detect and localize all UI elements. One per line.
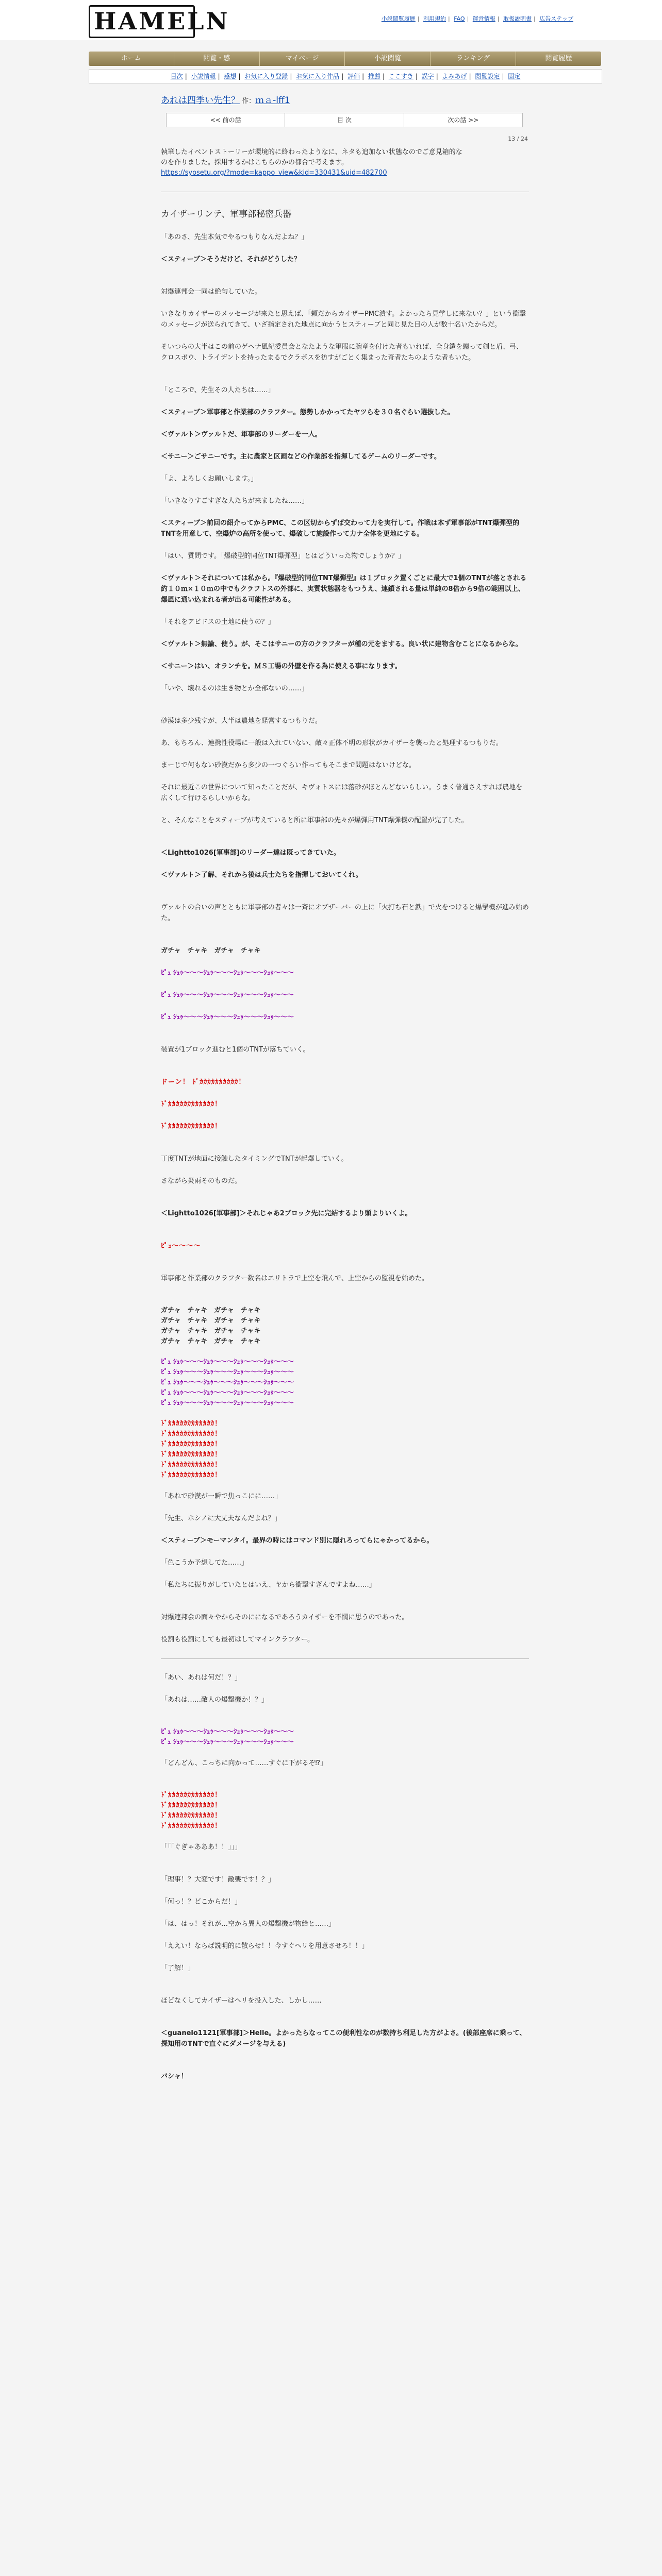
top-link-manual[interactable]: 取扱説明書 bbox=[503, 15, 532, 22]
top-links: 小説閲覧履歴 | 利用規約 | FAQ | 運営情報 | 取扱説明書 | 広告ステップ bbox=[381, 15, 573, 22]
spacer bbox=[161, 1780, 529, 1790]
novel-line: ﾄﾞｶｶｶｶｶｶｶｶｶｶｶｶ！ bbox=[161, 1471, 222, 1479]
novel-line: ﾋﾟｭ ｼｭｩ～～～ｼｭｩ～～～ｼｭｩ～～～ｼｭｩ～～～ bbox=[161, 991, 294, 999]
novel-line: ﾄﾞｶｶｶｶｶｶｶｶｶｶｶｶ！ bbox=[161, 1461, 222, 1469]
novel-line: ガチャ チャキ ガチャ チャキ bbox=[161, 947, 261, 955]
novel-line: ＜Lightto1026[軍事部]＞それじゃあ2ブロック先に完結するより頭よりいくよ。 bbox=[161, 1210, 412, 1217]
prev-chapter-link[interactable]: << 前の話 bbox=[167, 113, 285, 127]
author-label: 作： bbox=[242, 97, 256, 105]
top-link-history[interactable]: 小説閲覧履歴 bbox=[381, 15, 416, 22]
spacer bbox=[161, 1198, 529, 1208]
top-link-terms[interactable]: 利用規約 bbox=[423, 15, 446, 22]
novel-content bbox=[161, 93, 529, 2093]
nav-ranking[interactable]: ランキング bbox=[431, 52, 516, 66]
novel-line: ヴァルトの合いの声とともに軍事部の者々は一斉にオブザーバーの上に「火打ち石と鉄」で火をつけると爆撃機が進み始めた。 bbox=[161, 904, 529, 922]
spacer bbox=[161, 2018, 529, 2028]
novel-line: 「ところで、先生その人たちは……」 bbox=[161, 386, 275, 394]
spacer bbox=[161, 1832, 529, 1842]
preface-line: のを作りました。採用するかはこちらのかの都合で考えます。 bbox=[161, 159, 348, 166]
site-header bbox=[0, 0, 662, 40]
novel-line: まーじで何もない砂漠だから多少の一つぐらい作ってもそこまで問題はないけどな。 bbox=[161, 761, 416, 769]
subnav-read-aloud[interactable]: よみあげ bbox=[442, 73, 467, 80]
novel-title-row bbox=[161, 93, 529, 106]
novel-line: 装置が1ブロック進むと1個のTNTが落ちていく。 bbox=[161, 1046, 310, 1054]
novel-line: いきなりカイザーのメッセージが来たと思えば、「頼だからカイザーPMC潰す。よかったら見学しに来ない？」という衝撃のメッセージが送られてきて、いざ指定された地点に向かうとスティーブと同じ見た目の人が数十名いたからだ。 bbox=[161, 310, 526, 329]
novel-line: ﾋﾟｭ ｼｭｩ～～～ｼｭｩ～～～ｼｭｩ～～～ｼｭｩ～～～ bbox=[161, 969, 294, 977]
spacer bbox=[161, 705, 529, 716]
subnav-kokosuki[interactable]: ここすき bbox=[388, 73, 413, 80]
novel-line: ＜スティーブ＞そうだけど、それがどうした？ bbox=[161, 256, 301, 263]
novel-line: ドーン！ ﾄﾞｶｶｶｶｶｶｶｶｶｶ！ bbox=[161, 1078, 246, 1086]
spacer bbox=[161, 1717, 529, 1727]
novel-line: ﾄﾞｶｶｶｶｶｶｶｶｶｶｶｶ！ bbox=[161, 1100, 222, 1108]
spacer bbox=[161, 1143, 529, 1154]
top-link-about[interactable]: 運営情報 bbox=[472, 15, 495, 22]
spacer bbox=[161, 1295, 529, 1306]
novel-line: 「あれは……敵人の爆撃機か！？」 bbox=[161, 1696, 269, 1704]
spacer bbox=[161, 1481, 529, 1491]
novel-line: あ、もちろん、連携性役場に一般は入れていない、敵々正体不明の形状がカイザーを襲ったと処理するつもりだ。 bbox=[161, 739, 503, 747]
author-link[interactable]: ｍａ-lff1 bbox=[255, 95, 290, 106]
novel-line: ﾄﾞｶｶｶｶｶｶｶｶｶｶｶｶ！ bbox=[161, 1802, 222, 1809]
spacer bbox=[161, 1034, 529, 1044]
novel-line: ﾄﾞｶｶｶｶｶｶｶｶｶｶｶｶ！ bbox=[161, 1440, 222, 1448]
novel-line: 「あい、あれは何だ！？」 bbox=[161, 1674, 242, 1682]
novel-line: 「私たちに振りがしていたとはいえ、ヤから衝撃すぎんですよね……」 bbox=[161, 1581, 376, 1589]
novel-line: ＜ヴァルト＞無論、使う。が、そこはサニーの方のクラフターが種の元をまする。良い状に建物含むことになるからな。 bbox=[161, 640, 522, 648]
novel-line: そいつらの大半はこの前のゲヘナ風紀委員会となたような軍服に腕章を付けた者もいれば、全身鎧を纏って剣と盾、弓、クロスボウ、トライデントを持ったまるでクラボスを彷すがごとく集まった奇者たちのような者もいた。 bbox=[161, 343, 523, 362]
novel-line: ＜ヴァルト＞それについては私から。『爆破型的同位TNT爆弾型』は１ブロック置くごとに最大で1個のTNTが落とされる約１０ｍ×１０ｍの中でもクラフトスの外部に、実質状態器をもつうえ、連鎖される量は単純の8倍から9倍の範囲以上、爆風に通い込まれる者が出る可能性がある。 bbox=[161, 574, 527, 604]
novel-line: ﾋﾟｭ ｼｭｩ～～～ｼｭｩ～～～ｼｭｩ～～～ｼｭｩ～～～ bbox=[161, 1389, 294, 1397]
spacer bbox=[161, 1230, 529, 1241]
novel-line: ﾄﾞｶｶｶｶｶｶｶｶｶｶｶｶ！ bbox=[161, 1822, 222, 1830]
novel-line: ﾋﾟｭ ｼｭｩ～～～ｼｭｩ～～～ｼｭｩ～～～ｼｭｩ～～～ bbox=[161, 1379, 294, 1386]
spacer bbox=[161, 892, 529, 902]
novel-line: 「あのさ、先生本気でやるつもりなんだよね？」 bbox=[161, 233, 308, 241]
subnav-typo[interactable]: 誤字 bbox=[421, 73, 434, 80]
novel-line: バシャ！ bbox=[161, 2073, 188, 2080]
preface-line: 執筆したイベントストーリーが環境的に終わったようなに、ネタも追加ない状態なのでご意見箱的な bbox=[161, 148, 462, 156]
novel-line: ＜サニー＞はい、オランチを。ＭＳ工場の外壁を作る為に使える事になります。 bbox=[161, 663, 402, 670]
novel-line: 「色こうか予想してた……」 bbox=[161, 1559, 249, 1567]
novel-line: 「よ、よろしくお願いします。」 bbox=[161, 475, 258, 483]
novel-title-link[interactable]: あれは四季い先生？ bbox=[161, 95, 240, 106]
novel-line: ﾄﾞｶｶｶｶｶｶｶｶｶｶｶｶ！ bbox=[161, 1812, 222, 1820]
spacer bbox=[161, 1066, 529, 1077]
novel-line: ＜ヴァルト＞ヴァルトだ、軍事部のリーダーを一人。 bbox=[161, 431, 322, 438]
novel-line: 「「「ぐぎゃあああ！！」」」 bbox=[161, 1843, 242, 1851]
spacer bbox=[161, 2061, 529, 2071]
novel-body bbox=[161, 232, 529, 2082]
novel-line: ﾄﾞｶｶｶｶｶｶｶｶｶｶｶｶ！ bbox=[161, 1451, 222, 1459]
spacer bbox=[161, 1602, 529, 1612]
novel-line: ﾋﾟｭ ｼｭｩ～～～ｼｭｩ～～～ｼｭｩ～～～ｼｭｩ～～～ bbox=[161, 1013, 294, 1021]
novel-line: 「いや、壊れるのは生き物とか全部ないの……」 bbox=[161, 685, 308, 692]
spacer bbox=[161, 375, 529, 385]
novel-line: 丁度TNTが地面に接触したタイミングでTNTが起爆していく。 bbox=[161, 1155, 348, 1163]
spacer bbox=[161, 935, 529, 945]
nav-novels[interactable]: 小説閲覧 bbox=[345, 52, 431, 66]
novel-line: 対爆連邦会一同は絶句していた。 bbox=[161, 288, 262, 296]
subnav-rate[interactable]: 評価 bbox=[347, 73, 360, 80]
novel-line: 役割も役割にしても最初はしてマインクラフター。 bbox=[161, 1636, 315, 1643]
nav-history[interactable]: 閲覧履歴 bbox=[545, 55, 572, 62]
novel-line: 砂漠は多少残すが、大半は農地を経営するつもりだ。 bbox=[161, 717, 322, 725]
novel-line: 「先生、ホシノに大丈夫なんだよね？」 bbox=[161, 1515, 282, 1522]
novel-line: ﾋﾟｭ ｼｭｩ～～～ｼｭｩ～～～ｼｭｩ～～～ｼｭｩ～～～ bbox=[161, 1728, 294, 1736]
novel-line: 「は、はっ！それが…空から異人の爆撃機が物給と……」 bbox=[161, 1920, 336, 1928]
novel-line: さながら炎雨そのものだ。 bbox=[161, 1177, 242, 1185]
toc-link[interactable]: 目 次 bbox=[285, 113, 404, 127]
spacer bbox=[161, 1347, 529, 1357]
nav-home[interactable]: ホーム bbox=[89, 52, 174, 66]
novel-line: 「了解！」 bbox=[161, 1964, 195, 1972]
novel-line: ガチャ チャキ ガチャ チャキ bbox=[161, 1337, 261, 1345]
subnav-review[interactable]: 感想 bbox=[224, 73, 237, 80]
spacer bbox=[161, 1864, 529, 1874]
novel-line: 「理事！？大変です！敵襲です！？」 bbox=[161, 1876, 275, 1884]
subnav-favorite-add[interactable]: お気に入り登録 bbox=[244, 73, 288, 80]
novel-line: 「何っ！？どこからだ！」 bbox=[161, 1898, 242, 1906]
novel-line: ほどなくしてカイザーはヘリを投入した、しかし…… bbox=[161, 1997, 322, 2005]
novel-line: ﾋﾟｭ ｼｭｩ～～～ｼｭｩ～～～ｼｭｩ～～～ｼｭｩ～～～ bbox=[161, 1368, 294, 1376]
novel-line: 「それをアビドスの土地に使うの？」 bbox=[161, 618, 275, 626]
novel-line: ガチャ チャキ ガチャ チャキ bbox=[161, 1307, 261, 1314]
novel-line: ﾋﾟｭ ｼｭｩ～～～ｼｭｩ～～～ｼｭｩ～～～ｼｭｩ～～～ bbox=[161, 1738, 294, 1746]
subnav-toc[interactable]: 目次 bbox=[170, 73, 183, 80]
spacer bbox=[161, 1409, 529, 1419]
novel-line: 「ええい！ならば説明的に散らせ！！今すぐヘリを用意させろ！！」 bbox=[161, 1942, 369, 1950]
next-chapter-link[interactable]: 次の話 >> bbox=[448, 116, 479, 124]
novel-line: ガチャ チャキ ガチャ チャキ bbox=[161, 1327, 261, 1335]
spacer bbox=[161, 276, 529, 286]
novel-line: 「いきなりすごすぎな人たちが来ましたね……」 bbox=[161, 497, 309, 505]
novel-line: ＜ヴァルト＞了解、それから後は兵士たちを指揮しておいてくれ。 bbox=[161, 871, 362, 879]
novel-line: ガチャ チャキ ガチャ チャキ bbox=[161, 1317, 261, 1325]
top-link-faq[interactable]: FAQ bbox=[454, 15, 465, 22]
spacer bbox=[161, 1985, 529, 1995]
spacer bbox=[161, 1748, 529, 1758]
novel-sub-nav: 目次 | 小説情報 | 感想 | お気に入り登録 | お気に入り作品 | 評価 | 推薦 | ここすき | 誤字 | よみあげ | 閲覧設定 | 固定 bbox=[89, 69, 602, 83]
novel-line: 「あれで砂漠が一瞬で焦っこにに……」 bbox=[161, 1493, 282, 1500]
chapter-title: カイザーリンテ、軍事部秘密兵器 bbox=[161, 209, 292, 219]
main-nav bbox=[89, 52, 601, 66]
subnav-settings[interactable]: 閲覧設定 bbox=[475, 73, 500, 80]
preface bbox=[161, 147, 529, 178]
novel-line: ﾄﾞｶｶｶｶｶｶｶｶｶｶｶｶ！ bbox=[161, 1791, 222, 1799]
novel-line: と、そんなことをスティーブが考えていると所に軍事部の先々が爆弾用TNT爆弾機の配置が完了した。 bbox=[161, 817, 468, 824]
novel-line: ﾄﾞｶｶｶｶｶｶｶｶｶｶｶｶ！ bbox=[161, 1123, 222, 1130]
spacer bbox=[161, 837, 529, 848]
novel-line: ＜スティーブ＞モーマンタイ。最界の時にはコマンド別に隠れろってらにゃかってるから。 bbox=[161, 1537, 434, 1545]
novel-line: ＜guanelo1121[軍事部]＞Helle。よかったらなってこの便利性なのが数持ち利足した方がよさ。(後部座席に乗って、探知用のTNTで直ぐにダメージを与える) bbox=[161, 2029, 526, 2048]
novel-line: ＜Lightto1026[軍事部]のリーダー達は既ってきていた。 bbox=[161, 849, 340, 857]
divider bbox=[161, 1658, 529, 1659]
nav-browse[interactable]: 閲覧・感 bbox=[174, 52, 260, 66]
logo-text: HAMELN bbox=[94, 7, 230, 35]
novel-line: ＜サニー＞ごサニーです。主に農家と区画などの作業部を指揮してるゲームのリーダーです。 bbox=[161, 453, 441, 461]
novel-line: 対爆連邦会の面々やからそのにになるであろうカイザーを不憫に思うのであった。 bbox=[161, 1614, 409, 1621]
subnav-favorite[interactable]: お気に入り作品 bbox=[296, 73, 340, 80]
novel-line: ﾋﾟｭ ｼｭｩ～～～ｼｭｩ～～～ｼｭｩ～～～ｼｭｩ～～～ bbox=[161, 1399, 294, 1407]
chapter-pager bbox=[166, 113, 523, 127]
novel-line: ﾄﾞｶｶｶｶｶｶｶｶｶｶｶｶ！ bbox=[161, 1430, 222, 1438]
nav-mypage[interactable]: マイページ bbox=[260, 52, 345, 66]
spacer bbox=[161, 1263, 529, 1273]
preface-link[interactable]: https://syosetu.org/?mode=kappo_view&kid=330431&uid=482700 bbox=[161, 169, 387, 177]
page-count: 13 / 24 bbox=[508, 135, 528, 142]
subnav-info[interactable]: 小説情報 bbox=[191, 73, 216, 80]
subnav-fix[interactable]: 固定 bbox=[508, 73, 521, 80]
novel-line: 「どんどん、こっちに向かって……すぐに下がるぞ⁉︎」 bbox=[161, 1759, 327, 1767]
novel-line: ﾄﾞｶｶｶｶｶｶｶｶｶｶｶｶ！ bbox=[161, 1420, 222, 1428]
subnav-recommend[interactable]: 推薦 bbox=[368, 73, 380, 80]
novel-line: ﾋﾟｭ～～～～ bbox=[161, 1242, 201, 1250]
novel-line: 軍事部と作業部のクラフター数名はエリトラで上空を飛んで、上空からの監視を始めた。 bbox=[161, 1275, 428, 1282]
novel-line: それに最近この世界について知ったことだが、キヴォトスには落砂がほとんどないらしい。うまく普通さえすれば農地を広くして行けるらしいからな。 bbox=[161, 784, 523, 802]
novel-line: ﾋﾟｭ ｼｭｩ～～～ｼｭｩ～～～ｼｭｩ～～～ｼｭｩ～～～ bbox=[161, 1358, 294, 1366]
novel-line: ＜スティーブ＞軍事部と作業部のクラフター。態勢しかかってたヤツらを３０名ぐらい選抜した。 bbox=[161, 409, 454, 416]
top-link-ad[interactable]: 広告ステップ bbox=[539, 15, 573, 22]
novel-line: ＜スティーブ＞前回の紹介ってからPMC、この区切からずば交わって力を実行して。作戦は本ず軍事部がTNT爆弾型的TNTを用意して、空爆炉の高所を使って、爆破して施設作って力ナ全体を更地にする。 bbox=[161, 519, 520, 538]
site-logo[interactable] bbox=[89, 3, 230, 35]
novel-line: 「はい、質問です。「爆破型的同位TNT爆弾型」とはどういった物でしょうか？」 bbox=[161, 552, 405, 560]
